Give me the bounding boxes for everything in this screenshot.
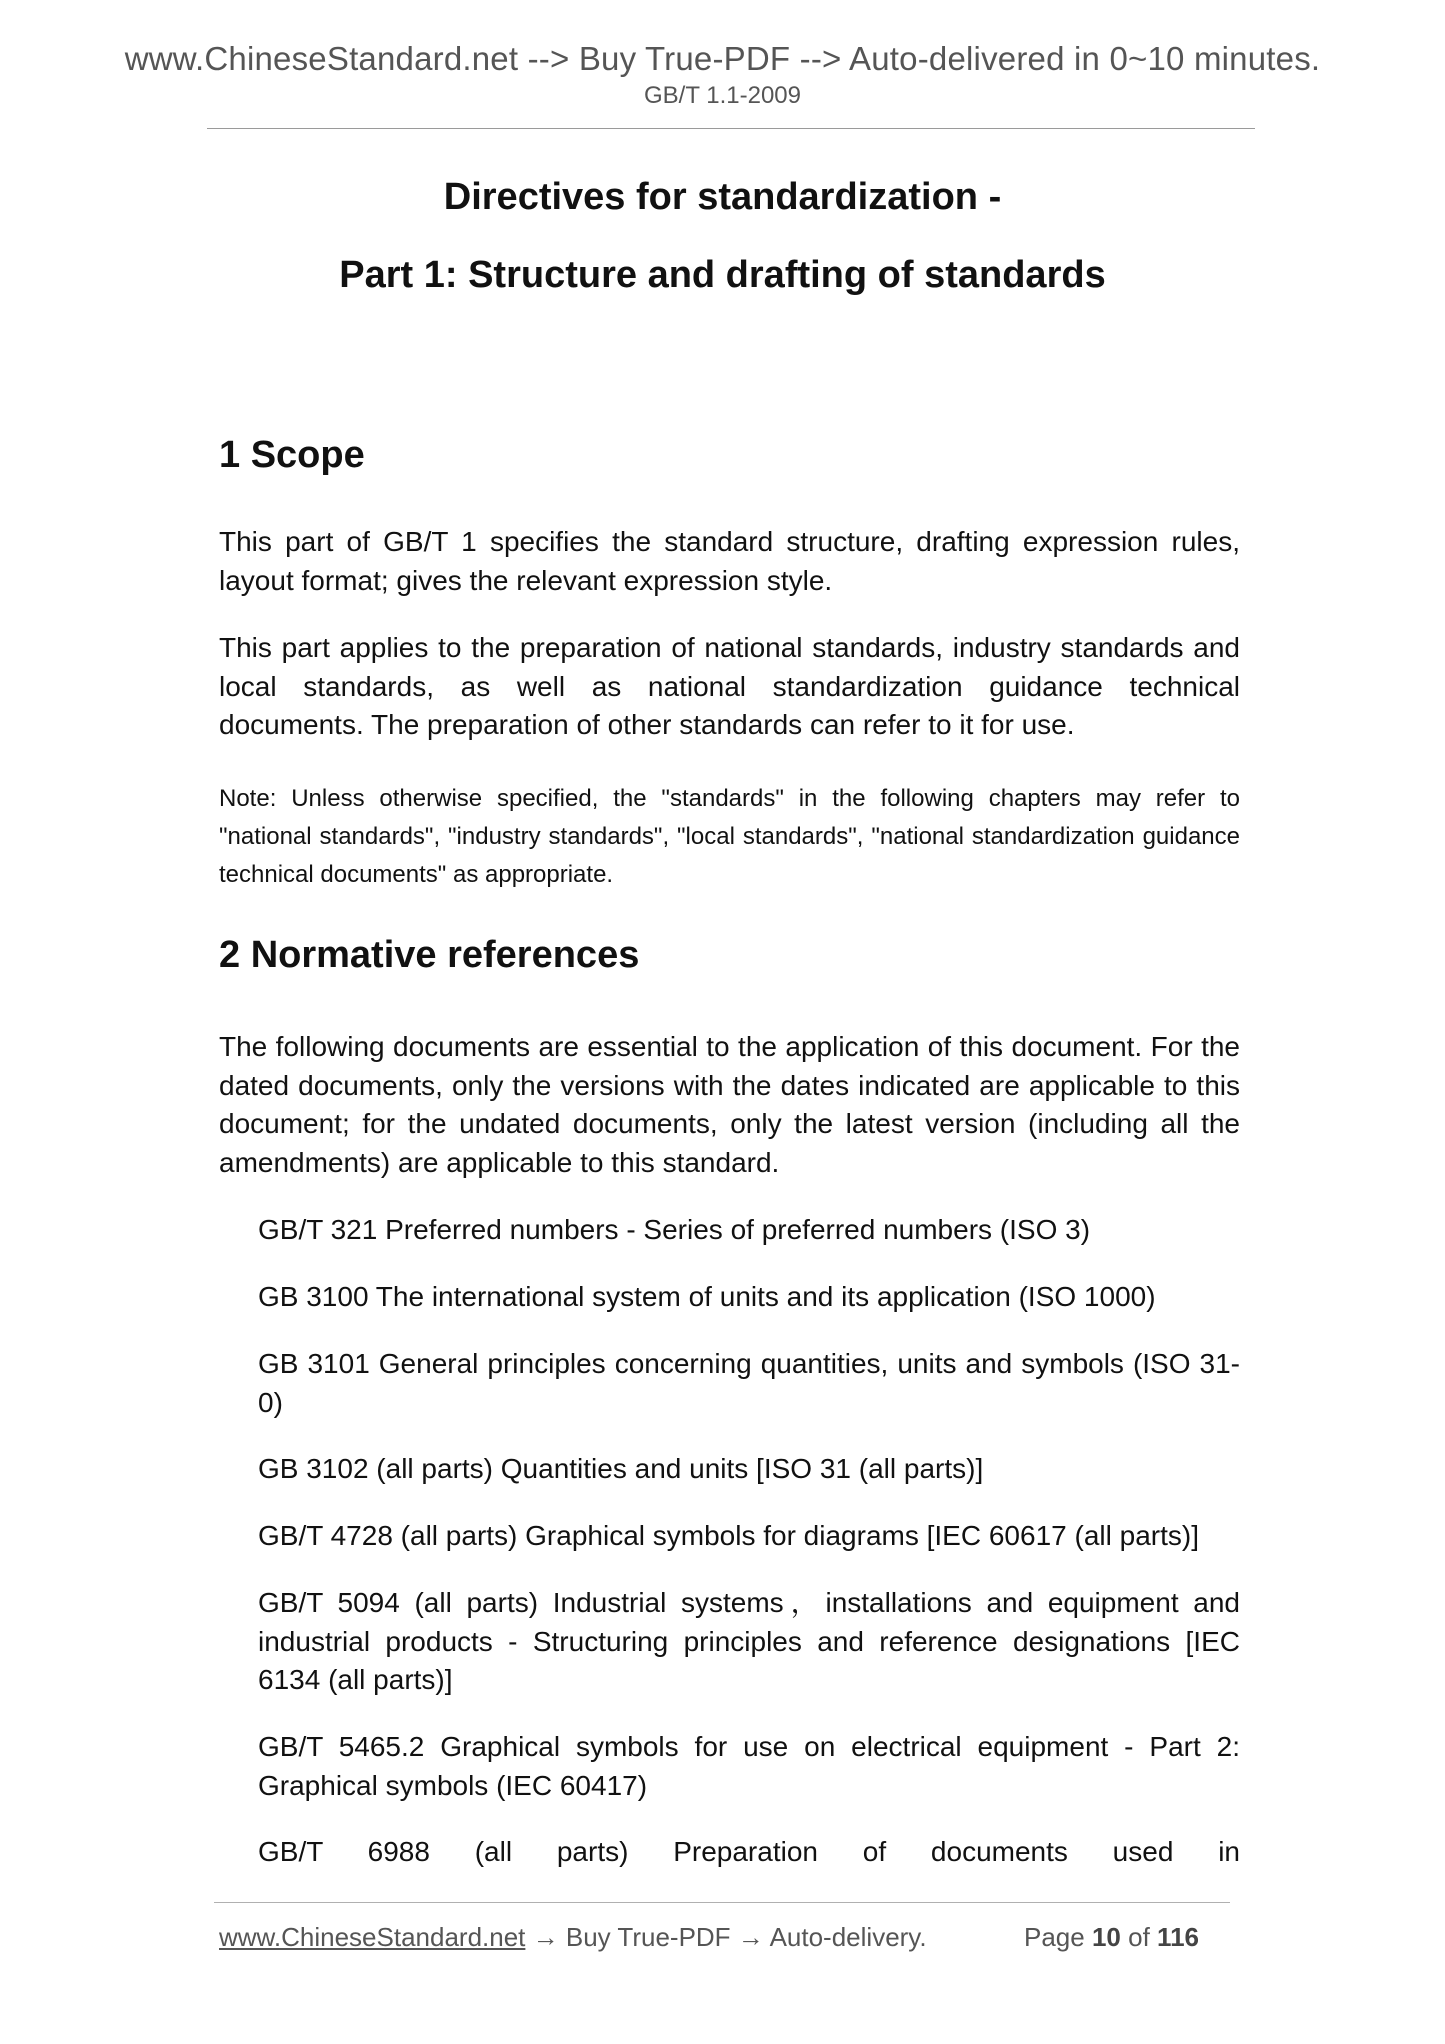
page-total: 116 — [1157, 1922, 1199, 1952]
section-1-heading: 1 Scope — [219, 434, 365, 476]
page-indicator — [1024, 1922, 1199, 1953]
reference-item: GB/T 6988 (all parts) Preparation of documents used in — [258, 1836, 1240, 1867]
page-number: 10 — [1091, 1922, 1121, 1952]
page-label: Page — [1024, 1922, 1085, 1952]
scope-note: Note: Unless otherwise specified, the "standards" in the following chapters may refer to "national standards", "industry standards", "local standards", "national standardization guidance technical documents" as appropriate. — [219, 785, 1240, 888]
section-2-heading: 2 Normative references — [219, 934, 640, 976]
scope-paragraph-2: This part applies to the preparation of national standards, industry standards and local standards, as well as national standardization guidance technical documents. The preparation of other standards can refer to it for use. — [219, 632, 1240, 740]
header-banner: www.ChineseStandard.net --> Buy True-PDF --> Auto-delivered in 0~10 minutes. — [124, 40, 1321, 77]
scope-paragraph-1: This part of GB/T 1 specifies the standard structure, drafting expression rules, layout format; gives the relevant expression style. — [219, 526, 1240, 596]
reference-item: GB/T 5465.2 Graphical symbols for use on electrical equipment - Part 2: Graphical symbols (IEC 60417) — [258, 1731, 1240, 1801]
document-title-line1: Directives for standardization - — [443, 176, 1002, 218]
standard-code: GB/T 1.1-2009 — [644, 82, 801, 109]
reference-item: GB 3102 (all parts) Quantities and units [ISO 31 (all parts)] — [258, 1453, 984, 1484]
footer-text — [219, 1922, 927, 1953]
document-title-line2: Part 1: Structure and drafting of standards — [339, 254, 1106, 296]
reference-item: GB/T 321 Preferred numbers - Series of preferred numbers (ISO 3) — [258, 1214, 1091, 1245]
normative-intro: The following documents are essential to the application of this document. For the dated documents, only the versions with the dates indicated are applicable to this document; for the undated documents, only the latest version (including all the amendments) are applicable to this standard. — [219, 1031, 1240, 1178]
header-divider — [207, 128, 1255, 129]
footer-tagline: → Buy True-PDF → Auto-delivery. — [525, 1922, 927, 1952]
footer-divider — [214, 1902, 1230, 1903]
reference-item: GB 3100 The international system of units and its application (ISO 1000) — [258, 1281, 1156, 1312]
reference-item: GB/T 4728 (all parts) Graphical symbols for diagrams [IEC 60617 (all parts)] — [258, 1520, 1199, 1551]
reference-item: GB/T 5094 (all parts) Industrial systems，installations and equipment and industrial products - Structuring principles and reference designations [IEC 6134 (all parts)] — [258, 1587, 1240, 1695]
reference-item: GB 3101 General principles concerning quantities, units and symbols (ISO 31-0) — [258, 1348, 1240, 1418]
of-label: of — [1128, 1922, 1150, 1952]
footer-site-link[interactable]: www.ChineseStandard.net — [219, 1922, 526, 1952]
